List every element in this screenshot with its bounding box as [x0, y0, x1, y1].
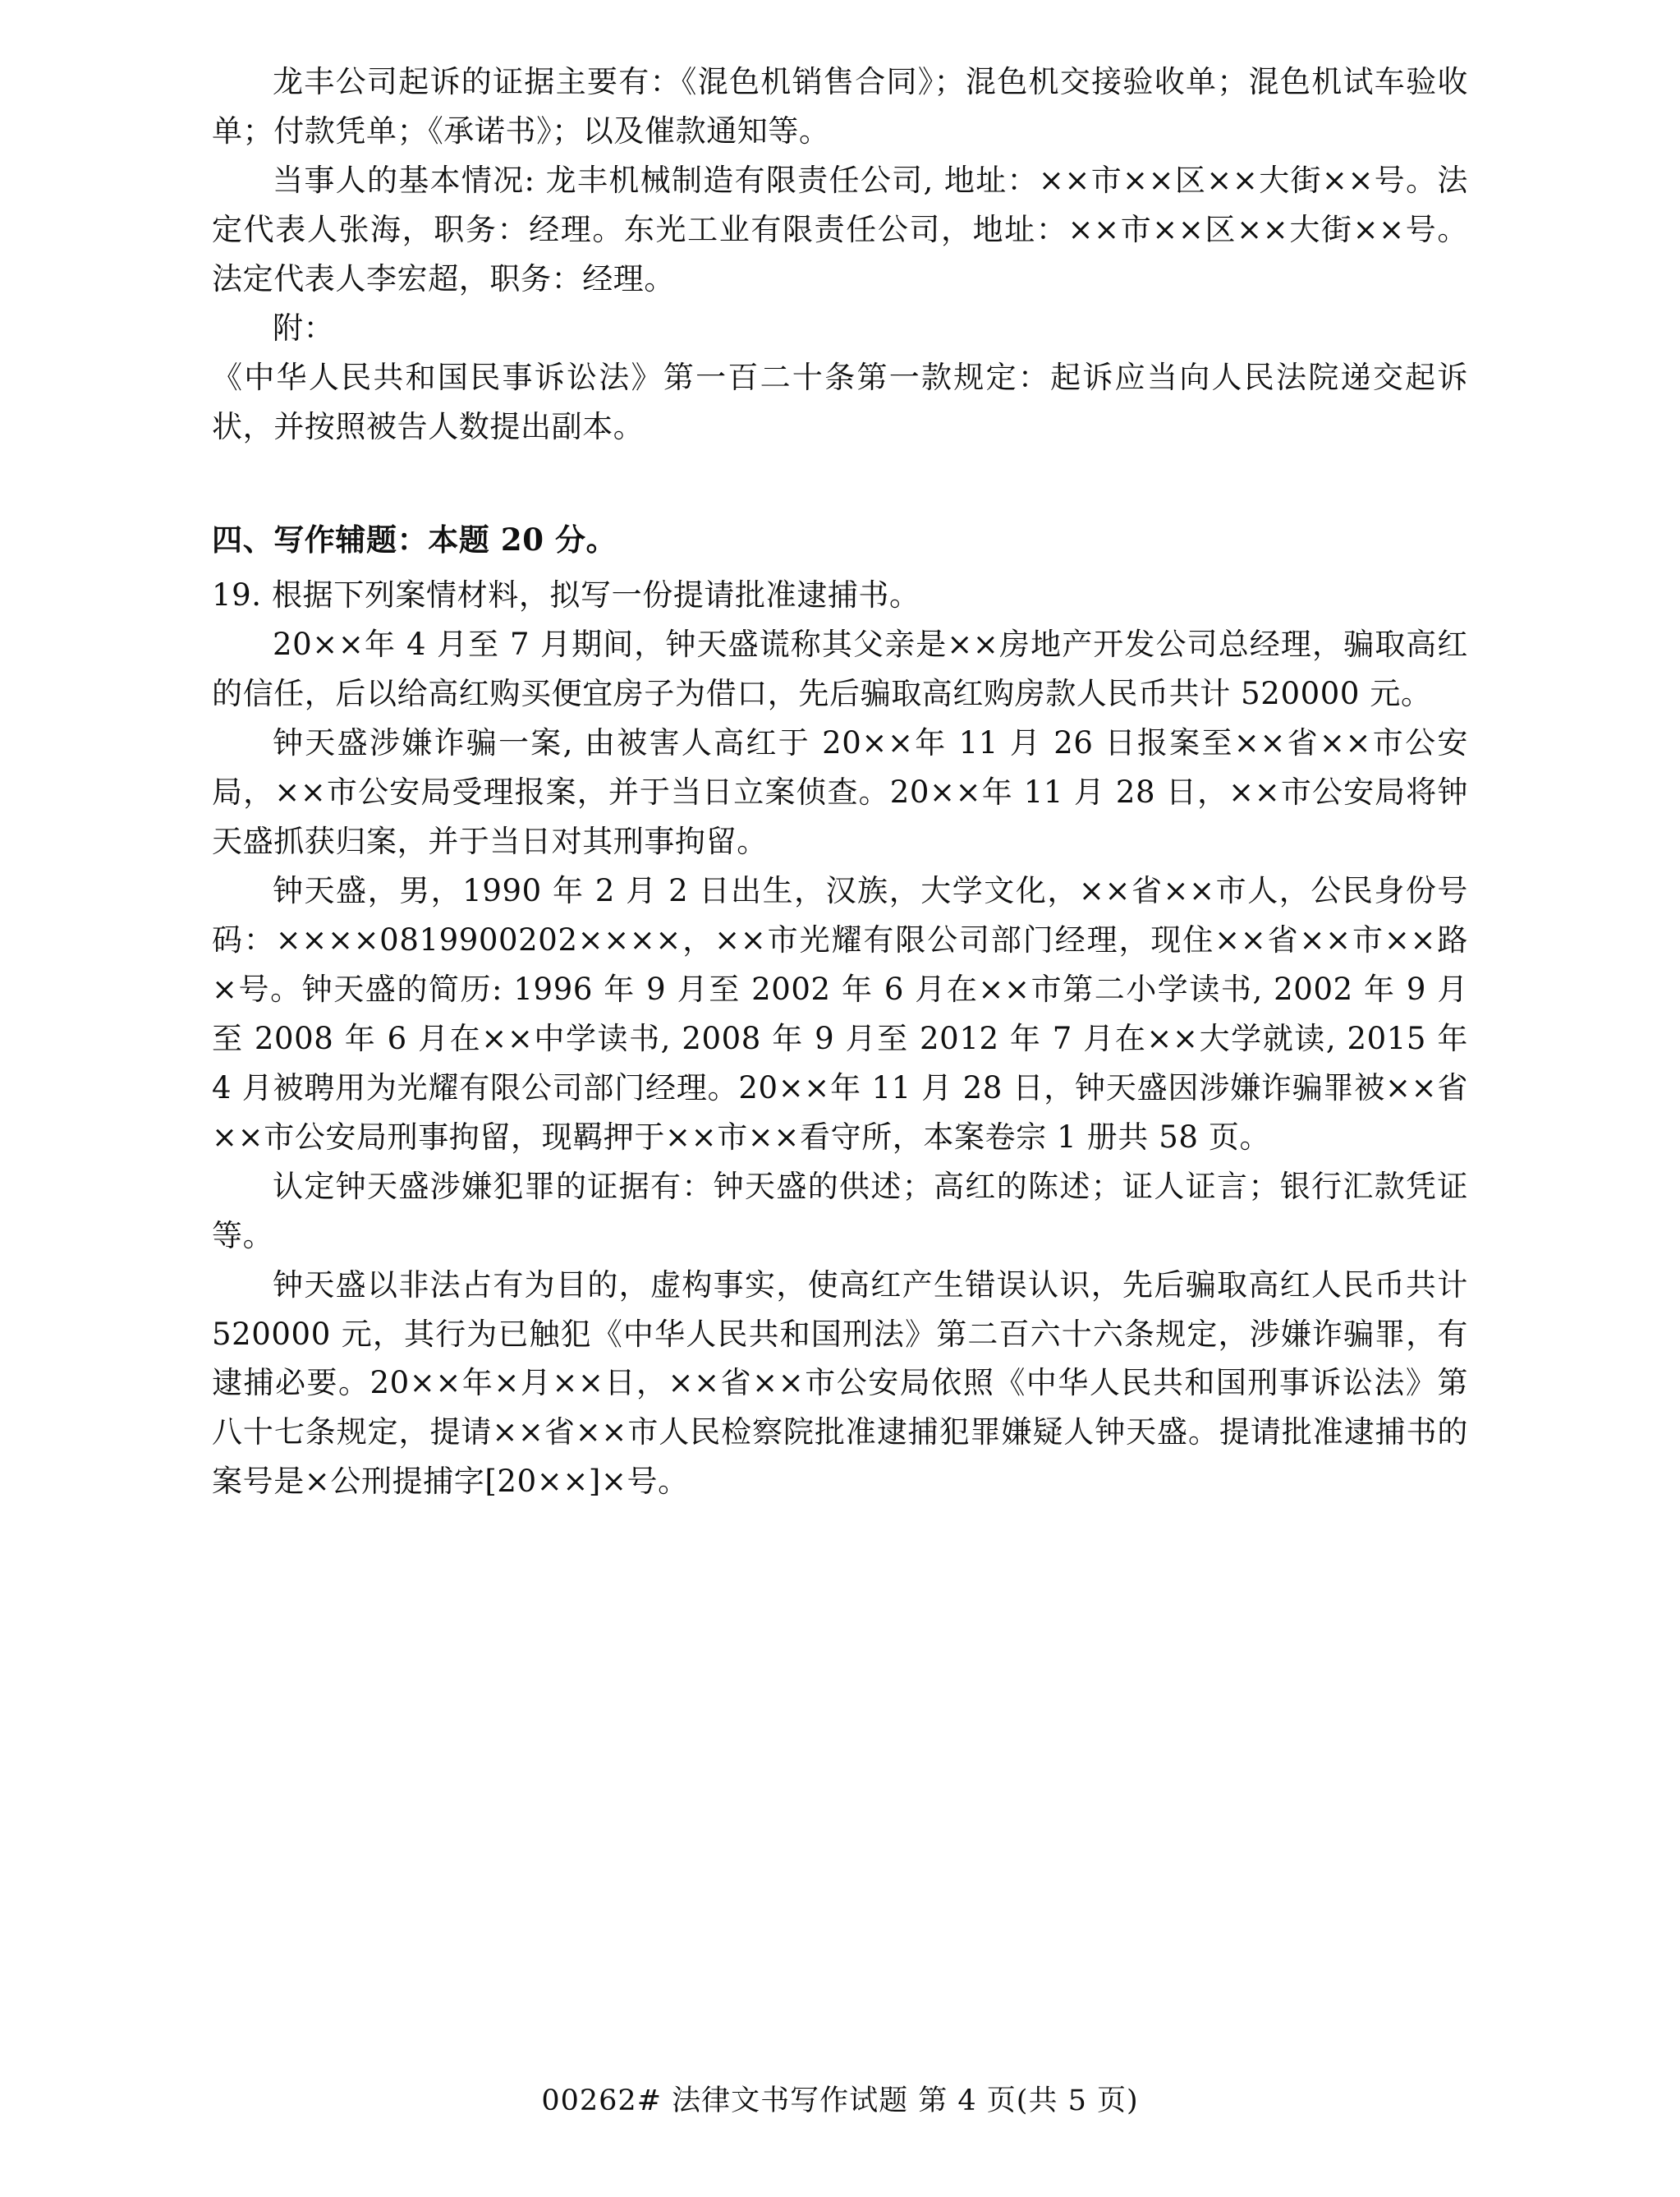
paragraph-evidence: 龙丰公司起诉的证据主要有：《混色机销售合同》；混色机交接验收单；混色机试车验收单；付款凭单；《承诺书》；以及催款通知等。	[212, 64, 1468, 149]
section-spacer	[212, 452, 1468, 516]
section-heading-writing: 四、写作辅题：本题 20 分。	[212, 521, 617, 558]
heading-spacer	[212, 564, 1468, 571]
page-footer: 00262# 法律文书写作试题 第 4 页(共 5 页)	[541, 2084, 1139, 2117]
question-19	[212, 571, 1468, 620]
question-text: 根据下列案情材料，拟写一份提请批准逮捕书。	[272, 577, 920, 614]
paragraph-attachment-label: 附：	[273, 310, 335, 346]
paragraph-case-fraud-summary: 20××年 4 月至 7 月期间，钟天盛谎称其父亲是××房地产开发公司总经理，骗取高红的信任，后以给高红购买便宜房子为借口，先后骗取高红购房款人民币共计 520000 元。	[212, 627, 1468, 712]
question-number: 19.	[212, 577, 262, 614]
paragraph-law-citation: 《中华人民共和国民事诉讼法》第一百二十条第一款规定：起诉应当向人民法院递交起诉状，并按照被告人数提出副本。	[212, 359, 1468, 444]
paragraph-case-conclusion: 钟天盛以非法占有为目的，虚构事实，使高红产生错误认识，先后骗取高红人民币共计 520000 元，其行为已触犯《中华人民共和国刑法》第二百六十六条规定，涉嫌诈骗罪，有逮捕必要。20××年×月××日，××省××市公安局依照《中华人民共和国刑事诉讼法》第八十七条规定，提请××省××市人民检察院批准逮捕犯罪嫌疑人钟天盛。提请批准逮捕书的案号是×公刑提捕字[20××]×号。	[212, 1266, 1468, 1500]
paragraph-case-report-filing: 钟天盛涉嫌诈骗一案, 由被害人高红于 20××年 11 月 26 日报案至××省××市公安局，××市公安局受理报案，并于当日立案侦查。20××年 11 月 28 日，××市公安局将钟天盛抓获归案，并于当日对其刑事拘留。	[212, 725, 1468, 860]
paragraph-case-suspect-profile: 钟天盛，男，1990 年 2 月 2 日出生，汉族，大学文化，××省××市人，公民身份号码：××××0819900202××××，××市光耀有限公司部门经理，现住××省××市××路×号。钟天盛的简历: 1996 年 9 月至 2002 年 6 月在××市第二小学读书, 2002 年 9 月至 2008 年 6 月在××中学读书, 2008 年 9 月至 2012 年 7 月在××大学就读, 2015 年 4 月被聘用为光耀有限公司部门经理。20××年 11 月 28 日，钟天盛因涉嫌诈骗罪被××省××市公安局刑事拘留，现羁押于××市××看守所，本案卷宗 1 册共 58 页。	[212, 873, 1468, 1155]
paragraph-case-evidence: 认定钟天盛涉嫌犯罪的证据有：钟天盛的供述；高红的陈述；证人证言；银行汇款凭证等。	[212, 1168, 1468, 1253]
page-content	[212, 57, 1468, 1506]
paragraph-parties: 当事人的基本情况: 龙丰机械制造有限责任公司, 地址：××市××区××大街××号。法定代表人张海，职务：经理。东光工业有限责任公司，地址：××市××区××大街××号。法定代表人李宏超，职务：经理。	[212, 162, 1468, 296]
